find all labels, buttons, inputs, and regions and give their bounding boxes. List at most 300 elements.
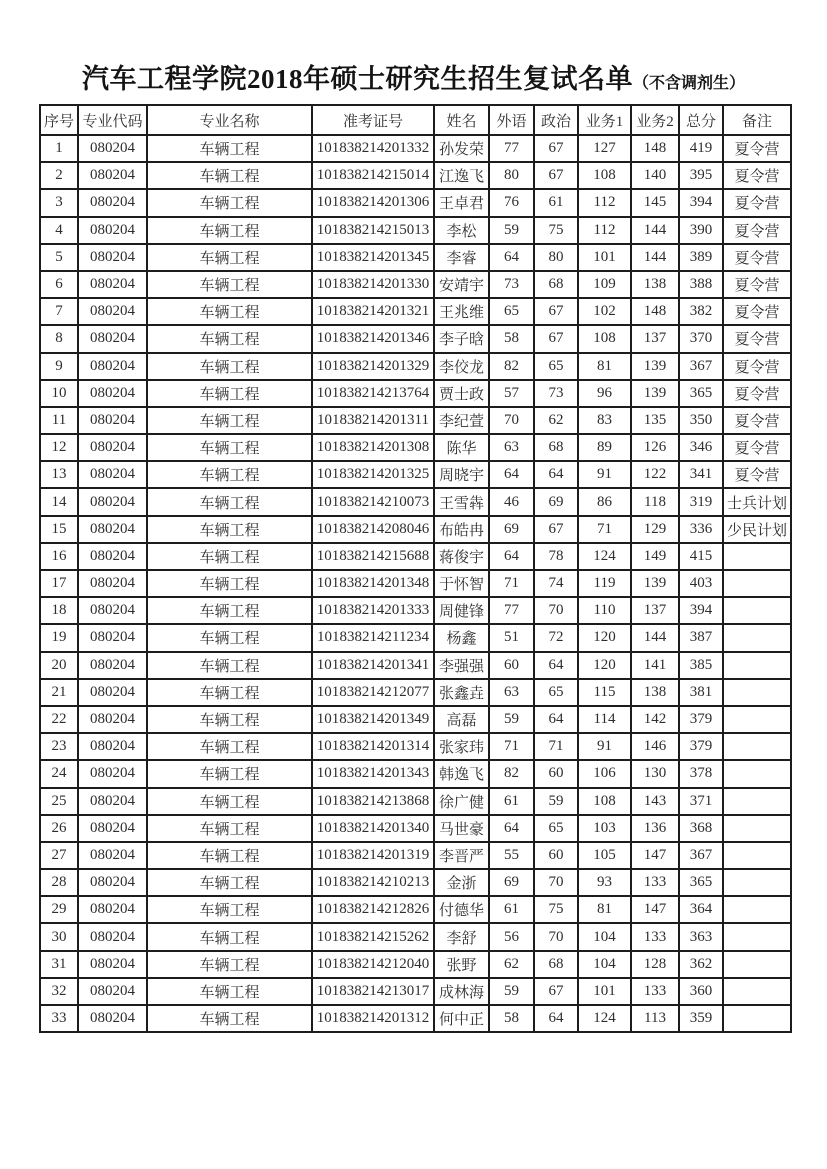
cell: 359 xyxy=(679,1005,723,1032)
cell: 124 xyxy=(578,1005,631,1032)
cell: 23 xyxy=(40,733,78,760)
table-row xyxy=(40,543,791,570)
table-row xyxy=(40,217,791,244)
cell: 李晋严 xyxy=(434,842,489,869)
cell: 20 xyxy=(40,652,78,679)
cell: 143 xyxy=(631,788,679,815)
cell: 319 xyxy=(679,488,723,515)
cell: 80 xyxy=(534,244,578,271)
page-title-main: 汽车工程学院2018年硕士研究生招生复试名单 xyxy=(81,64,633,94)
cell: 139 xyxy=(631,380,679,407)
cell: 080204 xyxy=(78,923,147,950)
cell: 夏令营 xyxy=(723,271,791,298)
cell: 70 xyxy=(489,407,534,434)
cell: 22 xyxy=(40,706,78,733)
table-row xyxy=(40,923,791,950)
cell: 71 xyxy=(489,570,534,597)
cell: 车辆工程 xyxy=(147,597,312,624)
cell: 车辆工程 xyxy=(147,923,312,950)
cell: 夏令营 xyxy=(723,135,791,162)
cell: 何中正 xyxy=(434,1005,489,1032)
cell: 101838214210213 xyxy=(312,869,434,896)
cell: 夏令营 xyxy=(723,244,791,271)
cell: 车辆工程 xyxy=(147,869,312,896)
cell: 148 xyxy=(631,298,679,325)
cell: 350 xyxy=(679,407,723,434)
cell: 109 xyxy=(578,271,631,298)
cell: 419 xyxy=(679,135,723,162)
cell: 70 xyxy=(534,869,578,896)
cell: 86 xyxy=(578,488,631,515)
cell: 101838214201321 xyxy=(312,298,434,325)
cell: 101838214213017 xyxy=(312,978,434,1005)
cell: 147 xyxy=(631,896,679,923)
cell: 夏令营 xyxy=(723,461,791,488)
cell: 64 xyxy=(489,543,534,570)
cell: 101838214213764 xyxy=(312,380,434,407)
cell: 120 xyxy=(578,624,631,651)
cell xyxy=(723,543,791,570)
cell: 夏令营 xyxy=(723,434,791,461)
cell: 101838214211234 xyxy=(312,624,434,651)
cell: 144 xyxy=(631,244,679,271)
header-cell: 外语 xyxy=(489,105,534,135)
cell: 080204 xyxy=(78,842,147,869)
cell: 51 xyxy=(489,624,534,651)
cell: 103 xyxy=(578,815,631,842)
cell: 387 xyxy=(679,624,723,651)
cell: 102 xyxy=(578,298,631,325)
cell: 381 xyxy=(679,679,723,706)
cell: 080204 xyxy=(78,461,147,488)
cell: 成林海 xyxy=(434,978,489,1005)
cell: 112 xyxy=(578,189,631,216)
cell: 车辆工程 xyxy=(147,407,312,434)
cell: 73 xyxy=(489,271,534,298)
page-title xyxy=(0,0,827,104)
cell: 101838214201306 xyxy=(312,189,434,216)
cell: 080204 xyxy=(78,434,147,461)
cell: 孙发荣 xyxy=(434,135,489,162)
cell: 车辆工程 xyxy=(147,217,312,244)
cell: 080204 xyxy=(78,135,147,162)
cell: 62 xyxy=(534,407,578,434)
cell: 127 xyxy=(578,135,631,162)
cell: 101838214208046 xyxy=(312,516,434,543)
cell: 72 xyxy=(534,624,578,651)
cell: 080204 xyxy=(78,760,147,787)
cell: 车辆工程 xyxy=(147,788,312,815)
cell: 364 xyxy=(679,896,723,923)
cell: 080204 xyxy=(78,217,147,244)
cell xyxy=(723,679,791,706)
table-row xyxy=(40,842,791,869)
cell: 080204 xyxy=(78,543,147,570)
cell: 车辆工程 xyxy=(147,516,312,543)
cell: 7 xyxy=(40,298,78,325)
cell: 64 xyxy=(534,706,578,733)
cell: 118 xyxy=(631,488,679,515)
cell: 145 xyxy=(631,189,679,216)
cell: 17 xyxy=(40,570,78,597)
cell: 夏令营 xyxy=(723,380,791,407)
cell: 64 xyxy=(489,461,534,488)
table-row xyxy=(40,325,791,352)
cell: 21 xyxy=(40,679,78,706)
cell: 59 xyxy=(489,217,534,244)
cell: 65 xyxy=(534,353,578,380)
table-row xyxy=(40,353,791,380)
cell: 车辆工程 xyxy=(147,570,312,597)
cell: 70 xyxy=(534,597,578,624)
cell: 67 xyxy=(534,135,578,162)
cell: 车辆工程 xyxy=(147,461,312,488)
cell: 周健锋 xyxy=(434,597,489,624)
cell: 104 xyxy=(578,923,631,950)
table-row xyxy=(40,760,791,787)
cell: 367 xyxy=(679,353,723,380)
cell: 64 xyxy=(489,815,534,842)
cell: 14 xyxy=(40,488,78,515)
cell xyxy=(723,570,791,597)
cell: 9 xyxy=(40,353,78,380)
cell: 1 xyxy=(40,135,78,162)
cell: 124 xyxy=(578,543,631,570)
cell: 3 xyxy=(40,189,78,216)
cell: 夏令营 xyxy=(723,325,791,352)
table-row xyxy=(40,162,791,189)
table-header-row xyxy=(40,105,791,135)
cell: 080204 xyxy=(78,978,147,1005)
cell: 112 xyxy=(578,217,631,244)
cell: 080204 xyxy=(78,516,147,543)
cell: 104 xyxy=(578,951,631,978)
cell: 080204 xyxy=(78,570,147,597)
cell: 080204 xyxy=(78,380,147,407)
cell: 25 xyxy=(40,788,78,815)
cell: 101838214201332 xyxy=(312,135,434,162)
cell: 车辆工程 xyxy=(147,652,312,679)
table-row xyxy=(40,1005,791,1032)
cell xyxy=(723,896,791,923)
cell: 080204 xyxy=(78,815,147,842)
cell: 389 xyxy=(679,244,723,271)
cell: 108 xyxy=(578,162,631,189)
cell: 车辆工程 xyxy=(147,488,312,515)
cell: 89 xyxy=(578,434,631,461)
cell: 李纪萱 xyxy=(434,407,489,434)
table-row xyxy=(40,679,791,706)
cell: 365 xyxy=(679,869,723,896)
cell: 126 xyxy=(631,434,679,461)
cell: 101838214201333 xyxy=(312,597,434,624)
cell: 周晓宇 xyxy=(434,461,489,488)
cell: 371 xyxy=(679,788,723,815)
cell: 101838214201330 xyxy=(312,271,434,298)
cell: 15 xyxy=(40,516,78,543)
cell: 车辆工程 xyxy=(147,543,312,570)
cell: 26 xyxy=(40,815,78,842)
cell: 11 xyxy=(40,407,78,434)
table-row xyxy=(40,706,791,733)
cell: 080204 xyxy=(78,189,147,216)
cell: 68 xyxy=(534,951,578,978)
cell xyxy=(723,978,791,1005)
cell: 415 xyxy=(679,543,723,570)
cell: 江逸飞 xyxy=(434,162,489,189)
cell: 71 xyxy=(489,733,534,760)
cell: 080204 xyxy=(78,706,147,733)
cell: 101 xyxy=(578,978,631,1005)
cell: 93 xyxy=(578,869,631,896)
cell: 144 xyxy=(631,217,679,244)
cell: 137 xyxy=(631,597,679,624)
table-row xyxy=(40,652,791,679)
header-cell: 序号 xyxy=(40,105,78,135)
cell xyxy=(723,624,791,651)
cell: 101838214212826 xyxy=(312,896,434,923)
table-row xyxy=(40,624,791,651)
table-row xyxy=(40,516,791,543)
cell: 32 xyxy=(40,978,78,1005)
cell: 080204 xyxy=(78,325,147,352)
header-cell: 准考证号 xyxy=(312,105,434,135)
cell: 车辆工程 xyxy=(147,1005,312,1032)
cell: 8 xyxy=(40,325,78,352)
cell: 贾士政 xyxy=(434,380,489,407)
cell: 080204 xyxy=(78,407,147,434)
cell: 77 xyxy=(489,135,534,162)
cell xyxy=(723,951,791,978)
cell: 128 xyxy=(631,951,679,978)
table-row xyxy=(40,434,791,461)
cell: 80 xyxy=(489,162,534,189)
cell: 148 xyxy=(631,135,679,162)
cell: 138 xyxy=(631,271,679,298)
cell: 91 xyxy=(578,733,631,760)
cell: 65 xyxy=(489,298,534,325)
cell: 101838214215013 xyxy=(312,217,434,244)
cell: 韩逸飞 xyxy=(434,760,489,787)
cell: 81 xyxy=(578,353,631,380)
cell: 101838214215688 xyxy=(312,543,434,570)
cell: 73 xyxy=(534,380,578,407)
cell: 133 xyxy=(631,923,679,950)
cell: 46 xyxy=(489,488,534,515)
cell: 080204 xyxy=(78,733,147,760)
cell: 58 xyxy=(489,1005,534,1032)
cell: 65 xyxy=(534,815,578,842)
cell: 379 xyxy=(679,733,723,760)
cell: 146 xyxy=(631,733,679,760)
cell: 336 xyxy=(679,516,723,543)
cell: 马世豪 xyxy=(434,815,489,842)
cell: 115 xyxy=(578,679,631,706)
cell: 080204 xyxy=(78,679,147,706)
cell: 080204 xyxy=(78,951,147,978)
cell: 57 xyxy=(489,380,534,407)
cell: 4 xyxy=(40,217,78,244)
header-cell: 业务2 xyxy=(631,105,679,135)
cell: 张家玮 xyxy=(434,733,489,760)
cell: 付德华 xyxy=(434,896,489,923)
cell: 67 xyxy=(534,298,578,325)
cell: 101838214201319 xyxy=(312,842,434,869)
cell: 394 xyxy=(679,189,723,216)
cell: 夏令营 xyxy=(723,298,791,325)
cell: 59 xyxy=(534,788,578,815)
cell: 67 xyxy=(534,516,578,543)
cell: 91 xyxy=(578,461,631,488)
cell: 58 xyxy=(489,325,534,352)
cell: 81 xyxy=(578,896,631,923)
cell: 101838214201314 xyxy=(312,733,434,760)
cell: 64 xyxy=(534,652,578,679)
cell: 车辆工程 xyxy=(147,951,312,978)
table-row xyxy=(40,488,791,515)
cell: 370 xyxy=(679,325,723,352)
cell: 63 xyxy=(489,434,534,461)
cell: 395 xyxy=(679,162,723,189)
cell: 67 xyxy=(534,325,578,352)
cell: 61 xyxy=(489,788,534,815)
cell: 33 xyxy=(40,1005,78,1032)
cell: 101838214201329 xyxy=(312,353,434,380)
table-row xyxy=(40,896,791,923)
cell xyxy=(723,842,791,869)
cell: 2 xyxy=(40,162,78,189)
table-row xyxy=(40,244,791,271)
table-row xyxy=(40,978,791,1005)
cell: 080204 xyxy=(78,788,147,815)
cell: 李子晗 xyxy=(434,325,489,352)
cell: 60 xyxy=(534,842,578,869)
cell: 夏令营 xyxy=(723,217,791,244)
cell: 车辆工程 xyxy=(147,978,312,1005)
cell: 138 xyxy=(631,679,679,706)
cell: 28 xyxy=(40,869,78,896)
cell: 6 xyxy=(40,271,78,298)
cell: 车辆工程 xyxy=(147,434,312,461)
cell: 382 xyxy=(679,298,723,325)
table-row xyxy=(40,189,791,216)
cell: 147 xyxy=(631,842,679,869)
cell: 71 xyxy=(534,733,578,760)
cell: 65 xyxy=(534,679,578,706)
cell xyxy=(723,760,791,787)
table-row xyxy=(40,570,791,597)
cell: 60 xyxy=(534,760,578,787)
cell: 080204 xyxy=(78,624,147,651)
cell: 车辆工程 xyxy=(147,189,312,216)
cell: 69 xyxy=(489,869,534,896)
cell: 车辆工程 xyxy=(147,706,312,733)
cell: 346 xyxy=(679,434,723,461)
header-cell: 政治 xyxy=(534,105,578,135)
cell: 69 xyxy=(534,488,578,515)
cell: 张野 xyxy=(434,951,489,978)
cell: 24 xyxy=(40,760,78,787)
cell: 车辆工程 xyxy=(147,760,312,787)
cell: 李佼龙 xyxy=(434,353,489,380)
cell: 101838214212077 xyxy=(312,679,434,706)
cell: 101838214201308 xyxy=(312,434,434,461)
cell: 362 xyxy=(679,951,723,978)
cell: 68 xyxy=(534,434,578,461)
table-row xyxy=(40,951,791,978)
cell: 64 xyxy=(534,461,578,488)
cell: 高磊 xyxy=(434,706,489,733)
cell: 车辆工程 xyxy=(147,624,312,651)
cell: 车辆工程 xyxy=(147,135,312,162)
cell xyxy=(723,815,791,842)
table-row xyxy=(40,380,791,407)
header-cell: 业务1 xyxy=(578,105,631,135)
table-row xyxy=(40,271,791,298)
table-row xyxy=(40,461,791,488)
cell: 101838214201348 xyxy=(312,570,434,597)
cell: 蒋俊宇 xyxy=(434,543,489,570)
cell: 141 xyxy=(631,652,679,679)
cell: 129 xyxy=(631,516,679,543)
cell: 27 xyxy=(40,842,78,869)
cell: 78 xyxy=(534,543,578,570)
cell: 车辆工程 xyxy=(147,244,312,271)
cell: 王雪犇 xyxy=(434,488,489,515)
cell: 王兆维 xyxy=(434,298,489,325)
cell: 车辆工程 xyxy=(147,298,312,325)
cell: 徐广健 xyxy=(434,788,489,815)
cell: 101838214215014 xyxy=(312,162,434,189)
header-cell: 备注 xyxy=(723,105,791,135)
cell: 陈华 xyxy=(434,434,489,461)
cell: 士兵计划 xyxy=(723,488,791,515)
cell: 96 xyxy=(578,380,631,407)
cell: 113 xyxy=(631,1005,679,1032)
cell: 车辆工程 xyxy=(147,162,312,189)
header-cell: 专业名称 xyxy=(147,105,312,135)
table-row xyxy=(40,407,791,434)
cell: 136 xyxy=(631,815,679,842)
cell: 363 xyxy=(679,923,723,950)
cell xyxy=(723,923,791,950)
cell: 70 xyxy=(534,923,578,950)
cell: 夏令营 xyxy=(723,162,791,189)
cell: 394 xyxy=(679,597,723,624)
cell: 139 xyxy=(631,353,679,380)
cell: 101838214201341 xyxy=(312,652,434,679)
cell: 55 xyxy=(489,842,534,869)
table-row xyxy=(40,869,791,896)
cell: 101838214201346 xyxy=(312,325,434,352)
cell: 75 xyxy=(534,217,578,244)
table-row xyxy=(40,135,791,162)
cell: 101838214210073 xyxy=(312,488,434,515)
cell: 341 xyxy=(679,461,723,488)
cell: 142 xyxy=(631,706,679,733)
cell: 080204 xyxy=(78,353,147,380)
cell: 080204 xyxy=(78,298,147,325)
table-row xyxy=(40,788,791,815)
cell: 75 xyxy=(534,896,578,923)
cell: 车辆工程 xyxy=(147,353,312,380)
cell: 080204 xyxy=(78,162,147,189)
cell: 李松 xyxy=(434,217,489,244)
cell: 101838214201311 xyxy=(312,407,434,434)
cell: 140 xyxy=(631,162,679,189)
cell: 82 xyxy=(489,760,534,787)
cell: 杨鑫 xyxy=(434,624,489,651)
